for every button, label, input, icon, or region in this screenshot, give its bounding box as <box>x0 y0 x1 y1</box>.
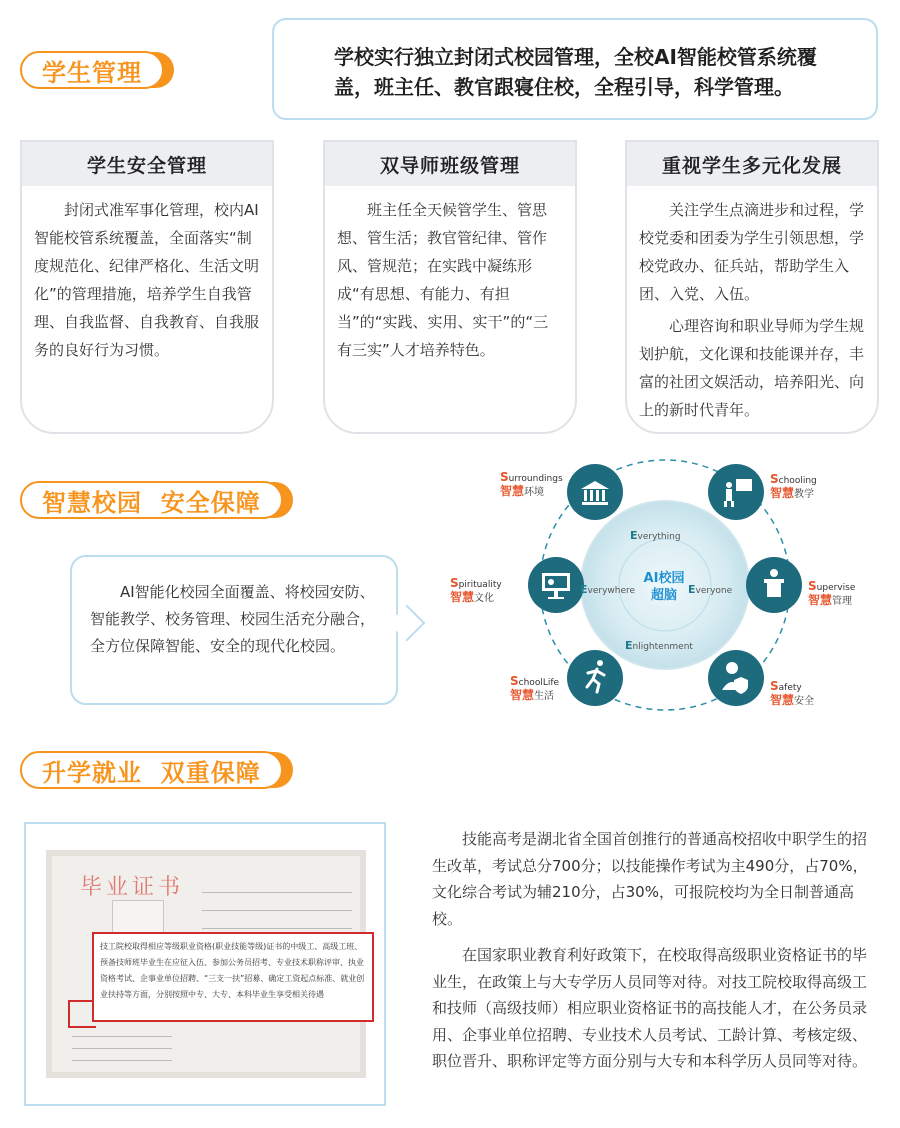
certificate-image <box>24 822 386 1106</box>
card-text: 封闭式准军事化管理，校内AI智能校管系统覆盖，全面落实“制度规范化、纪律严格化、生活文明化”的管理措施，培养学生自我管理、自我监督、自我教育、自我服务的良好行为习惯。 <box>34 201 260 359</box>
card-title: 重视学生多元化发展 <box>627 142 877 186</box>
card-text: 心理咨询和职业导师为学生规划护航，文化课和技能课并存，丰富的社团文娱活动，培养阳光、向上的新时代青年。 <box>639 317 865 419</box>
node-label-schooling: Schooling 智慧教学 <box>770 472 817 500</box>
card-text: 班主任全天候管学生、管思想、管生活；教官管纪律、管作风、管规范；在实践中凝练形成“有思想、有能力、有担当”的“实践、实用、实干”的“三有三实”人才培养特色。 <box>337 201 549 359</box>
section-tag-smart-campus <box>20 480 283 520</box>
node-label-spirituality: Spirituality 智慧文化 <box>450 576 502 604</box>
card-student-safety <box>20 140 274 434</box>
node-surroundings <box>567 464 623 520</box>
inner-label-everyone: Everyone <box>688 583 733 596</box>
inner-label-enlightenment: Enlightenment <box>625 639 693 652</box>
card-diverse-development <box>625 140 879 434</box>
section-tag-education-employment <box>20 750 283 790</box>
certificate-title: 毕业证书 <box>80 875 185 900</box>
node-schoollife <box>567 650 623 706</box>
intro-text: 学校实行独立封闭式校园管理，全校AI智能校管系统覆盖，班主任、教官跟寝住校，全程引导，科学管理。 <box>334 45 817 99</box>
card-dual-mentor <box>323 140 577 434</box>
center-core-label: AI校园 超脑 <box>643 571 685 603</box>
node-supervise <box>746 557 802 613</box>
node-label-schoollife: SchoolLife 智慧生活 <box>510 674 560 702</box>
section-title: 学生管理 <box>20 51 164 89</box>
inner-label-everything: Everything <box>630 529 681 542</box>
bubble-text: AI智能化校园全面覆盖、将校园安防、智能教学、校务管理、校园生活充分融合，全方位保障智能、安全的现代化校园。 <box>90 583 376 655</box>
cert-rule <box>202 928 352 929</box>
policy-paragraph: 在国家职业教育利好政策下，在校取得高级职业资格证书的毕业生，在政策上与大专学历人员同等对待。对技工院校取得高级工和技师（高级技师）相应职业资格证书的高技能人才，在公务员录用、企事业单位招聘、专业技术人员考试、工龄计算、考核定级、职位晋升、职称评定等方面分别与大专和本科学历人员同等对待。 <box>432 946 868 1070</box>
cert-rule <box>72 1036 172 1037</box>
smart-campus-diagram <box>440 455 890 745</box>
card-title: 双导师班级管理 <box>325 142 575 186</box>
card-text: 关注学生点滴进步和过程，学校党委和团委为学生引领思想，学校党政办、征兵站，帮助学生入团、入党、入伍。 <box>639 201 865 303</box>
node-spirituality <box>528 557 584 613</box>
policy-paragraph: 技能高考是湖北省全国首创推行的普通高校招收中职学生的招生改革，考试总分700分；以技能操作考试为主490分，占70%，文化综合考试为辅210分，占30%，可报院校均为全日制普通高校。 <box>432 830 868 928</box>
cert-rule <box>72 1060 172 1061</box>
cert-rule <box>202 892 352 893</box>
certificate-callout: 技工院校取得相应等级职业资格(职业技能等级)证书的中级工、高级工班、预备技师班毕业生在应征入伍、参加公务员招考、专业技术职称评审、执业资格考试、企事业单位招聘、“三支一扶”招募、确定工资起点标准、就业创业扶持等方面，分别按照中专、大专、本科毕业生享受相关待遇 <box>92 932 374 1022</box>
policy-text <box>432 826 880 1085</box>
node-label-safety: Safety 智慧安全 <box>770 679 815 707</box>
cert-rule <box>202 910 352 911</box>
cert-rule <box>72 1048 172 1049</box>
node-label-supervise: Supervise 智慧管理 <box>808 579 856 607</box>
speech-bubble <box>70 555 398 705</box>
intro-box <box>272 18 878 120</box>
node-label-surroundings: Surroundings 智慧环境 <box>500 470 563 498</box>
card-title: 学生安全管理 <box>22 142 272 186</box>
node-safety <box>708 650 764 706</box>
section-title: 升学就业 双重保障 <box>20 751 283 789</box>
node-schooling <box>708 464 764 520</box>
section-title: 智慧校园 安全保障 <box>20 481 283 519</box>
inner-label-everywhere: Everywhere <box>580 583 636 596</box>
section-tag-student-management <box>20 50 164 90</box>
